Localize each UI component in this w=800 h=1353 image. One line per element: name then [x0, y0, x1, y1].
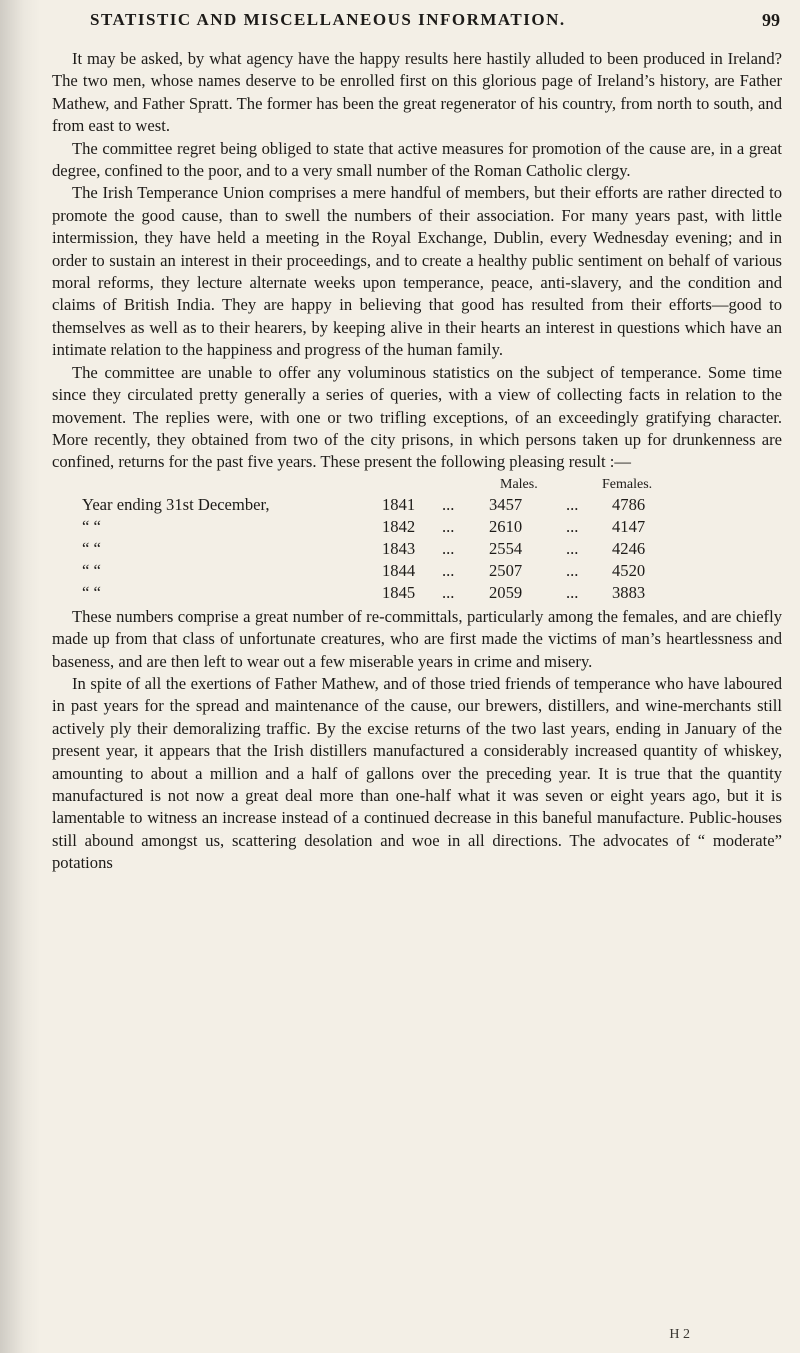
row-year: 1843 [382, 538, 416, 558]
males-value: 2554 [489, 538, 523, 558]
column-header-males: Males. [500, 476, 538, 492]
table-row [52, 560, 782, 582]
leader-dots: ... [566, 494, 579, 514]
females-value: 4147 [612, 516, 646, 536]
leader-dots: ... [566, 516, 579, 536]
leader-dots: ... [442, 516, 455, 536]
table-row [52, 516, 782, 538]
leader-dots: ... [566, 538, 579, 558]
females-value: 4246 [612, 538, 646, 558]
leader-dots: ... [442, 582, 455, 602]
leader-dots: ... [442, 494, 455, 514]
row-label: “ “ [82, 516, 101, 536]
row-year: 1842 [382, 516, 416, 536]
leader-dots: ... [566, 582, 579, 602]
paragraph-4: The committee are unable to offer any voluminous statistics on the subject of temperance. Some time since they circulated pretty generally a series of queries, with a view of collecting facts in relation to the movement. The replies were, with one or two trifling exceptions, of an exceedingly gratifying character. More recently, they obtained from two of the city prisons, in which persons taken up for drunkenness are confined, returns for the past five years. These present the following pleasing result :— [52, 362, 782, 472]
paragraph-3: The Irish Temperance Union comprises a mere handful of members, but their efforts are rather directed to promote the good cause, than to swell the numbers of their association. For many years past, with little intermission, they have held a meeting in the Royal Exchange, Dublin, every Wednesday evening; and in order to sustain an interest in their proceedings, and to create a healthy public sentiment on behalf of various moral reforms, they lecture alternate weeks upon temperance, peace, anti-slavery, and the condition and claims of British India. They are happy in believing that good has resulted from their efforts—good to themselves as well as to their hearers, by keeping alive in their hearts an interest in questions which have an intimate relation to the happiness and progress of the human family. [52, 183, 782, 360]
table-row [52, 494, 782, 516]
row-label: “ “ [82, 560, 101, 580]
table-row [52, 582, 782, 604]
females-value: 3883 [612, 582, 646, 602]
females-value: 4786 [612, 494, 646, 514]
page-number: 99 [762, 10, 780, 30]
column-header-females: Females. [602, 476, 653, 492]
males-value: 2610 [489, 516, 523, 536]
leader-dots: ... [442, 538, 455, 558]
running-title: STATISTIC AND MISCELLANEOUS INFORMATION. [90, 10, 566, 29]
males-value: 2059 [489, 582, 523, 602]
paragraph-5: These numbers comprise a great number of re-committals, particularly among the females, and are chiefly made up from that class of unfortunate creatures, who are first made the victims of man’s heartlessness and baseness, and are then left to wear out a few miserable years in crime and misery. [52, 606, 782, 671]
leader-dots: ... [442, 560, 455, 580]
row-label: Year ending 31st December, [82, 494, 270, 514]
paragraph-6: In spite of all the exertions of Father Mathew, and of those tried friends of temperance who have laboured in past years for the spread and maintenance of the cause, our brewers, distillers, and wine-merchants still actively ply their demoralizing traffic. By the excise returns of the two last years, ending in January of the present year, it appears that the Irish distillers manufactured a considerably increased quantity of whiskey, amounting to about a million and a half of gallons over the preceding year. It is true that the quantity manufactured is not now a great deal more than one-half what it was seven or eight years ago, but it is lamentable to witness an increase instead of a continued decrease in this baneful manufacture. Public-houses still abound amongst us, scattering desolation and woe in all directions. The advocates of “ moderate” potations [52, 673, 782, 873]
page-header [90, 10, 780, 38]
males-value: 2507 [489, 560, 523, 580]
females-value: 4520 [612, 560, 646, 580]
row-year: 1841 [382, 494, 416, 514]
row-year: 1844 [382, 560, 416, 580]
main-text [52, 48, 782, 875]
row-label: “ “ [82, 582, 101, 602]
row-year: 1845 [382, 582, 416, 602]
prison-returns-table [52, 476, 782, 604]
paragraph-2: The committee regret being obliged to state that active measures for promotion of the cause are, in a great degree, confined to the poor, and to a very small number of the Roman Catholic clergy. [52, 138, 782, 181]
table-row [52, 538, 782, 560]
signature-mark: H 2 [669, 1327, 690, 1342]
binding-shadow [0, 0, 40, 1353]
paragraph-1: It may be asked, by what agency have the happy results here hastily alluded to been produced in Ireland? The two men, whose names deserve to be enrolled first on this glorious page of Ireland’s history, are Father Mathew, and Father Spratt. The former has been the great regenerator of his country, from north to south, and from east to west. [52, 49, 782, 136]
row-label: “ “ [82, 538, 101, 558]
leader-dots: ... [566, 560, 579, 580]
males-value: 3457 [489, 494, 523, 514]
